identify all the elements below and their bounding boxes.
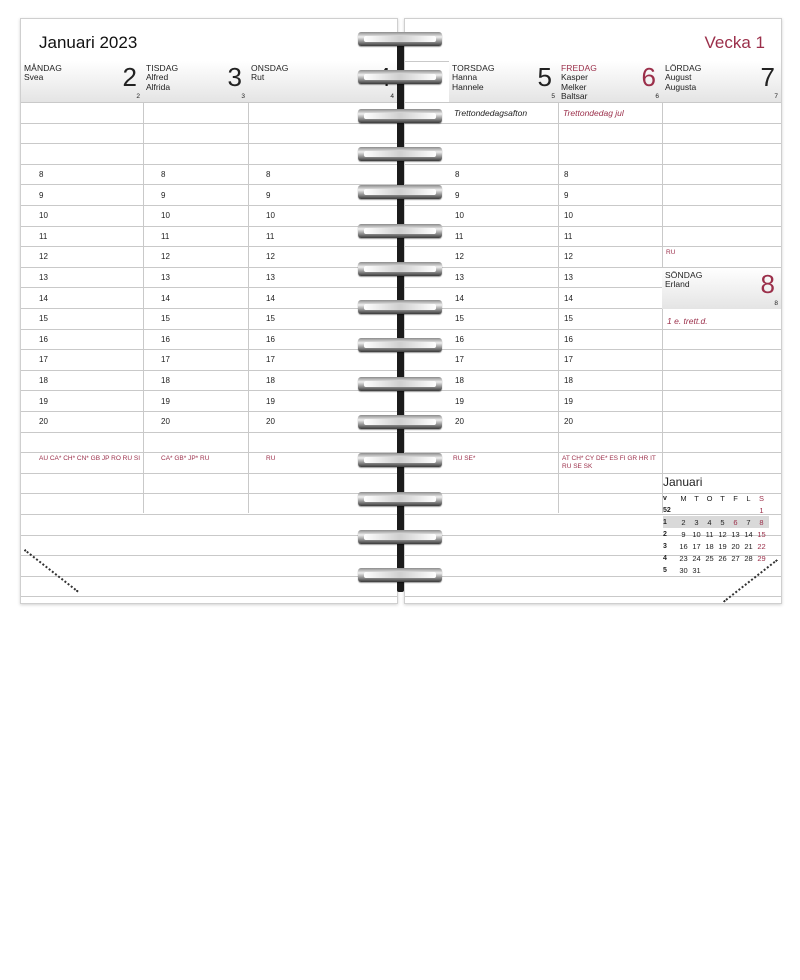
hour-label: 19 [564, 396, 573, 406]
ruled-line [405, 596, 781, 597]
name-day: Alfrida [146, 81, 171, 92]
spiral-ring [358, 530, 442, 544]
calendar-day: 14 [744, 529, 753, 539]
ruled-line [21, 308, 397, 309]
ruled-line [21, 123, 397, 124]
hour-label: 16 [161, 334, 170, 344]
hour-label: 10 [266, 211, 275, 221]
mini-calendar [663, 475, 769, 576]
ruled-line [21, 432, 397, 433]
ruled-line [21, 143, 397, 144]
ruled-line [21, 102, 397, 103]
ruled-line [21, 493, 397, 494]
mini-calendar-week [663, 528, 769, 540]
country-flags-note: AT CH* CY DE* ES FI GR HR IT RU SE SK [562, 455, 656, 470]
ruled-line [405, 205, 781, 206]
day-of-year: 2 [136, 93, 140, 100]
week-number: 4 [663, 554, 667, 562]
ruled-line [21, 205, 397, 206]
calendar-day: 28 [744, 553, 753, 563]
hour-label: 10 [39, 211, 48, 221]
hour-label: 16 [564, 334, 573, 344]
name-day: Svea [24, 72, 44, 82]
sunday-header [662, 268, 781, 309]
ruled-line [405, 473, 781, 474]
ruled-line [405, 411, 781, 412]
hour-label: 11 [39, 231, 48, 241]
hour-label: 11 [266, 231, 275, 241]
weekday-header: T [694, 493, 699, 503]
week-number: 52 [663, 506, 671, 514]
day-name: TORSDAG [452, 63, 495, 73]
day-of-year: 5 [551, 93, 555, 100]
day-of-year: 7 [774, 93, 778, 100]
calendar-day: 20 [731, 541, 740, 551]
day-name: MÅNDAG [24, 63, 62, 73]
calendar-day: 3 [694, 517, 699, 527]
day-name: LÖRDAG [665, 63, 702, 73]
hour-label: 9 [455, 190, 460, 200]
hour-label: 9 [161, 190, 166, 200]
spiral-ring [358, 453, 442, 467]
day-number: 6 [641, 62, 656, 92]
spiral-ring [358, 492, 442, 506]
hour-label: 19 [39, 396, 48, 406]
hour-label: 9 [564, 190, 569, 200]
hour-label: 13 [39, 273, 48, 282]
hour-label: 17 [564, 355, 573, 365]
name-day: Alfred [146, 72, 169, 82]
hour-label: 8 [455, 170, 460, 179]
ruled-line [405, 226, 781, 227]
week-number: 1 [663, 518, 667, 526]
hour-label: 14 [455, 293, 464, 303]
ruled-line [21, 411, 397, 412]
ruled-line [405, 102, 781, 103]
mini-calendar-week [663, 564, 769, 576]
day-header [143, 61, 248, 102]
ruled-line [21, 452, 397, 453]
ruled-line [21, 596, 397, 597]
ruled-line [21, 246, 397, 247]
calendar-day: 21 [744, 541, 753, 551]
mini-calendar-grid [663, 492, 769, 576]
weekday-header: L [746, 493, 751, 503]
day-of-year: 4 [390, 93, 394, 100]
country-flags-note: RU [666, 249, 676, 256]
day-number: 2 [122, 62, 137, 92]
ruled-line [21, 329, 397, 330]
hour-label: 15 [266, 314, 275, 324]
calendar-day: 31 [692, 565, 701, 575]
weekday-header: M [680, 493, 687, 503]
hour-label: 18 [39, 376, 48, 385]
day-of-year: 6 [655, 93, 659, 100]
hour-label: 14 [39, 293, 48, 303]
week-number: 5 [663, 566, 667, 574]
ruled-line [21, 390, 397, 391]
calendar-day: 13 [731, 529, 740, 539]
ruled-line [21, 184, 397, 185]
ruled-line [21, 555, 397, 556]
calendar-day: 5 [720, 517, 725, 527]
hour-label: 20 [39, 417, 48, 427]
hour-label: 13 [266, 273, 275, 282]
calendar-day: 24 [692, 553, 701, 563]
spiral-ring [358, 32, 442, 46]
calendar-day: 18 [705, 541, 714, 551]
name-day: Rut [251, 72, 265, 82]
hour-label: 8 [564, 170, 569, 179]
ruled-line [405, 432, 781, 433]
ruled-line [21, 370, 397, 371]
month-title: Januari 2023 [39, 33, 138, 52]
calendar-day: 6 [733, 517, 738, 527]
hour-label: 9 [39, 190, 44, 200]
week-number: 2 [663, 530, 667, 538]
hour-label: 9 [266, 190, 271, 200]
ruled-line [21, 164, 397, 165]
ruled-line [21, 576, 397, 577]
ruled-line [405, 370, 781, 371]
hour-label: 20 [564, 417, 573, 427]
hour-label: 13 [455, 273, 464, 282]
holiday-label: 1 e. trett.d. [667, 316, 708, 326]
hour-label: 8 [39, 170, 44, 179]
week-number: 3 [663, 542, 667, 550]
country-flags-note: CA* GB* JP* RU [161, 455, 210, 462]
hour-label: 10 [455, 211, 464, 221]
day-name: TISDAG [146, 63, 179, 73]
hour-label: 10 [564, 211, 573, 221]
mini-calendar-week [663, 540, 769, 552]
calendar-day: 15 [757, 529, 766, 539]
hour-label: 11 [564, 231, 573, 241]
day-number: 5 [537, 62, 552, 92]
ruled-line [405, 184, 781, 185]
ruled-line [21, 473, 397, 474]
weekday-header: T [720, 493, 725, 503]
hour-label: 18 [564, 376, 573, 385]
spiral-ring [358, 147, 442, 161]
hour-label: 16 [455, 334, 464, 344]
weekday-header: v [663, 494, 667, 502]
hour-label: 13 [564, 273, 573, 282]
spiral-ring [358, 338, 442, 352]
day-header [662, 61, 781, 102]
mini-calendar-title: Januari [663, 475, 703, 489]
hour-label: 14 [266, 293, 275, 303]
day-name: SÖNDAG [665, 270, 703, 280]
hour-label: 19 [455, 396, 464, 406]
day-of-year: 3 [241, 93, 245, 100]
name-day: Hanna [452, 72, 478, 82]
holiday-label: Trettondedagsafton [454, 108, 528, 118]
hour-label: 15 [39, 314, 48, 324]
ruled-line [405, 246, 781, 247]
hour-label: 17 [455, 355, 464, 365]
hour-label: 19 [266, 396, 275, 406]
hour-label: 15 [161, 314, 170, 324]
day-number: 7 [760, 62, 775, 92]
country-flags-note: AU CA* CH* CN* GB JP RO RU SI [39, 455, 141, 462]
hour-label: 11 [455, 231, 464, 241]
holiday-label: Trettondedag jul [563, 108, 624, 118]
hour-label: 18 [455, 376, 464, 385]
calendar-day: 8 [759, 517, 764, 527]
calendar-day: 19 [718, 541, 727, 551]
name-day: Baltsar [561, 91, 588, 101]
right-planner-page [404, 18, 782, 604]
hour-label: 18 [266, 376, 275, 385]
calendar-day: 12 [718, 529, 727, 539]
hour-label: 17 [161, 355, 170, 365]
hour-label: 8 [266, 170, 271, 179]
hour-label: 17 [39, 355, 48, 365]
calendar-day: 4 [707, 517, 712, 527]
name-day: August [665, 72, 692, 82]
ruled-line [21, 349, 397, 350]
spiral-ring [358, 300, 442, 314]
hour-label: 19 [161, 396, 170, 406]
hour-label: 12 [39, 252, 48, 262]
calendar-day: 26 [718, 553, 727, 563]
ruled-line [405, 576, 781, 577]
name-day: Hannele [452, 81, 484, 92]
ruled-line [405, 452, 781, 453]
column-divider [248, 61, 249, 513]
spiral-ring [358, 185, 442, 199]
left-planner-page [20, 18, 398, 604]
hour-label: 13 [161, 273, 170, 282]
hour-label: 16 [266, 334, 275, 344]
calendar-day: 29 [757, 553, 766, 563]
calendar-day: 16 [679, 541, 688, 551]
ruled-line [21, 514, 397, 515]
hour-label: 10 [161, 211, 170, 221]
ruled-line [21, 287, 397, 288]
column-divider [143, 61, 144, 513]
day-header [449, 61, 558, 102]
spiral-ring [358, 377, 442, 391]
ruled-line [21, 535, 397, 536]
day-header [558, 61, 662, 102]
hour-label: 12 [455, 252, 464, 262]
spiral-binding [354, 22, 446, 602]
spiral-ring [358, 224, 442, 238]
hour-label: 8 [161, 170, 166, 179]
hour-label: 17 [266, 355, 275, 365]
name-day: Melker [561, 81, 587, 92]
mini-calendar-week [663, 552, 769, 564]
hour-label: 15 [455, 314, 464, 324]
calendar-day: 7 [746, 517, 751, 527]
mini-calendar-week [663, 516, 769, 528]
day-number: 8 [760, 269, 775, 299]
calendar-day: 25 [705, 553, 714, 563]
hour-label: 11 [161, 231, 170, 241]
hour-label: 12 [564, 252, 573, 262]
ruled-line [405, 164, 781, 165]
day-of-year: 8 [774, 300, 778, 307]
spiral-ring [358, 568, 442, 582]
spiral-ring [358, 262, 442, 276]
spiral-ring [358, 70, 442, 84]
hour-label: 20 [455, 417, 464, 427]
hour-label: 15 [564, 314, 573, 324]
hour-label: 16 [39, 334, 48, 344]
day-name: FREDAG [561, 63, 598, 73]
calendar-day: 9 [681, 529, 686, 539]
ruled-line [405, 329, 781, 330]
mini-calendar-header-row [663, 492, 769, 504]
day-header [21, 61, 143, 102]
calendar-day: 27 [731, 553, 740, 563]
spiral-ring [358, 415, 442, 429]
day-number: 3 [227, 62, 242, 92]
hour-label: 12 [266, 252, 275, 262]
hour-label: 12 [161, 252, 170, 262]
weekday-header: F [733, 493, 738, 503]
name-day: Erland [665, 279, 690, 289]
ruled-line [405, 349, 781, 350]
calendar-day: 11 [705, 529, 714, 539]
ruled-line [21, 267, 397, 268]
week-title: Vecka 1 [704, 33, 765, 52]
weekday-header: O [706, 493, 713, 503]
hour-label: 18 [161, 376, 170, 385]
column-divider [558, 61, 559, 513]
calendar-day: 2 [681, 517, 686, 527]
country-flags-note: RU SE* [453, 455, 476, 462]
spiral-ring [358, 109, 442, 123]
hour-label: 20 [266, 417, 275, 427]
calendar-day: 30 [679, 565, 688, 575]
name-day: Augusta [665, 81, 697, 92]
calendar-day: 22 [757, 541, 766, 551]
weekday-header: S [758, 493, 764, 503]
hour-label: 14 [564, 293, 573, 303]
calendar-day: 1 [759, 505, 764, 515]
name-day: Kasper [561, 72, 588, 82]
hour-label: 20 [161, 417, 170, 427]
hour-label: 14 [161, 293, 170, 303]
ruled-line [405, 123, 781, 124]
ruled-line [405, 390, 781, 391]
day-name: ONSDAG [251, 63, 289, 73]
country-flags-note: RU [266, 455, 276, 462]
calendar-day: 23 [679, 553, 688, 563]
calendar-day: 10 [692, 529, 701, 539]
ruled-line [21, 226, 397, 227]
mini-calendar-week [663, 504, 769, 516]
ruled-line [405, 143, 781, 144]
calendar-day: 17 [692, 541, 701, 551]
